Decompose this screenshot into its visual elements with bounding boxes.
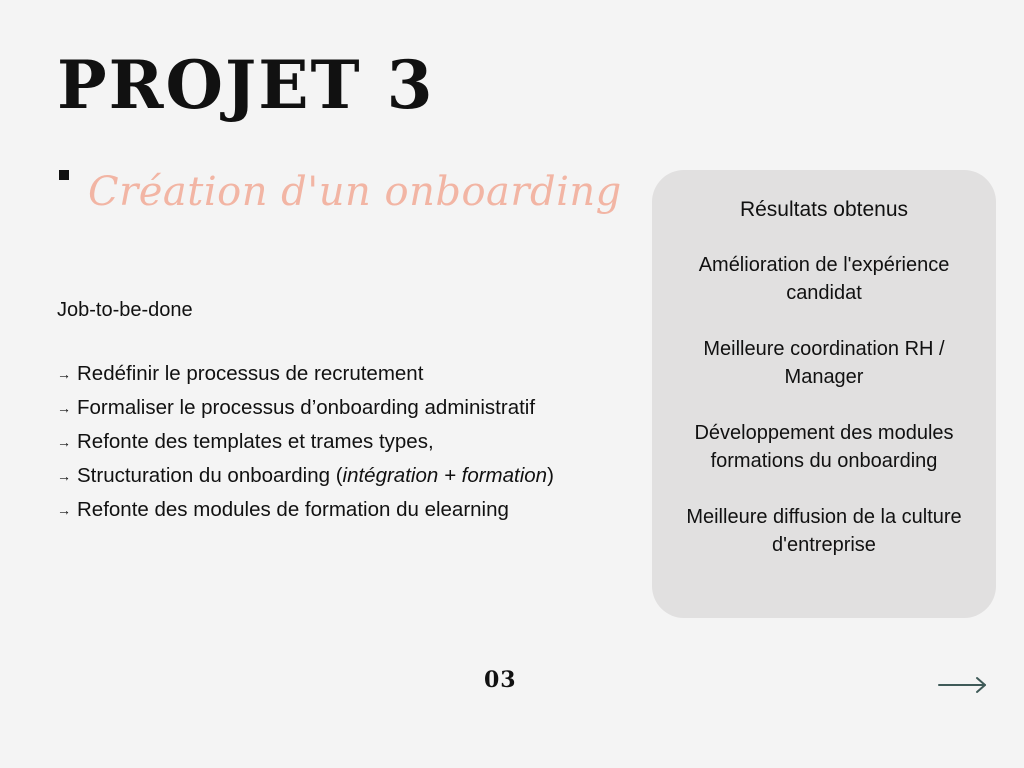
list-item-text: Redéfinir le processus de recrutement <box>77 362 424 385</box>
job-to-be-done-list <box>57 357 607 527</box>
result-item: Meilleure coordination RH / Manager <box>703 338 945 388</box>
slide-subtitle: Création d'un onboarding <box>88 169 622 215</box>
results-title: Résultats obtenus <box>739 198 909 221</box>
result-item: Meilleure diffusion de la culture d'entreprise <box>686 506 962 556</box>
arrow-bullet-icon: → <box>57 400 71 416</box>
slide-title: PROJET 3 <box>57 46 435 124</box>
list-item-italic-text: intégration + formation <box>342 464 548 487</box>
list-item-text-end: ) <box>547 464 554 487</box>
arrow-bullet-icon: → <box>57 468 71 484</box>
arrow-bullet-icon: → <box>57 502 71 518</box>
arrow-bullet-icon: → <box>57 434 71 450</box>
list-item <box>57 459 607 493</box>
list-item-text: Refonte des modules de formation du elearning <box>77 498 509 521</box>
list-item <box>57 391 607 425</box>
arrow-right-icon[interactable] <box>937 674 989 696</box>
result-item: Amélioration de l'expérience candidat <box>698 254 950 304</box>
job-to-be-done-heading: Job-to-be-done <box>57 299 193 321</box>
list-item <box>57 357 607 391</box>
list-item <box>57 425 607 459</box>
list-item-text: Refonte des templates et trames types, <box>77 430 434 453</box>
result-item: Développement des modules formations du onboarding <box>694 422 954 472</box>
square-bullet-icon <box>59 170 69 180</box>
page-number: 03 <box>484 667 517 693</box>
results-card <box>652 170 996 618</box>
list-item-text: Structuration du onboarding ( <box>77 464 343 487</box>
arrow-bullet-icon: → <box>57 366 71 382</box>
list-item-text: Formaliser le processus d’onboarding administratif <box>77 396 536 419</box>
list-item <box>57 493 607 527</box>
